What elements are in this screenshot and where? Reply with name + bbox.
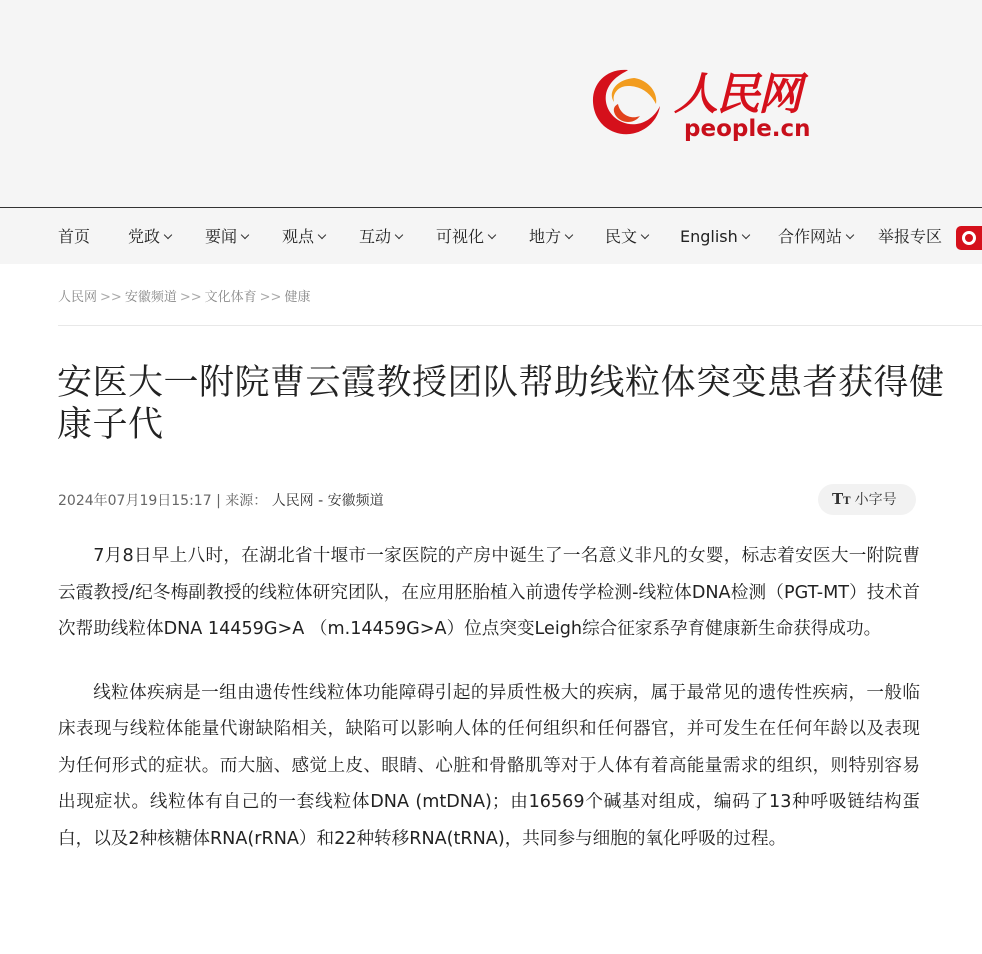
chevron-down-icon [318,231,326,239]
article-body [58,538,920,884]
nav-item-home[interactable]: 首页 [58,227,91,246]
chevron-down-icon [641,231,649,239]
publish-date: 2024年07月19日15:17 [58,493,212,509]
logo-mark-icon [588,64,662,138]
chevron-down-icon [395,231,403,239]
breadcrumb-separator: >> [179,290,202,305]
logo-chinese-text: 人民网 [674,69,800,120]
chevron-down-icon [164,231,172,239]
chevron-down-icon [241,231,249,239]
nav-item-keshihua[interactable]: 可视化 [436,208,495,265]
source-label: 来源： [225,493,268,509]
article-title: 安医大一附院曹云霞教授团队帮助线粒体突变患者获得健康子代 [57,363,945,445]
breadcrumb-separator: >> [100,290,122,305]
article-paragraph: 7月8日早上八时，在湖北省十堰市一家医院的产房中诞生了一名意义非凡的女婴，标志着安医大一附院曹云霞教授/纪冬梅副教授的线粒体研究团队，在应用胚胎植入前遗传学检测-线粒体DNA检测（PGT-MT）技术首次帮助线粒体DNA 14459G>A （m.14459G>A）位点突变Leigh综合征家系孕育健康新生命获得成功。 [58,546,920,639]
main-nav [0,207,982,264]
breadcrumb-link[interactable]: 健康 [284,290,311,305]
chevron-down-icon [565,231,573,239]
font-size-icon: TT [832,490,851,508]
article-meta [58,490,384,510]
breadcrumb-link[interactable]: 人民网 [58,290,98,305]
font-size-toggle-button[interactable] [818,484,916,515]
breadcrumb-separator: >> [259,290,282,305]
meta-separator: | [216,493,226,509]
nav-item-hudong[interactable]: 互动 [359,208,402,265]
site-header [0,0,982,207]
divider [58,325,982,326]
nav-item-yaowen[interactable]: 要闻 [205,208,248,265]
people-app-icon[interactable] [956,226,982,250]
chevron-down-icon [846,231,854,239]
chevron-down-icon [742,231,750,239]
nav-item-english[interactable]: English [680,208,749,265]
nav-item-dangzheng[interactable]: 党政 [128,208,171,265]
site-logo[interactable] [588,62,811,146]
font-size-label: 小字号 [854,492,897,508]
breadcrumb [58,286,310,305]
nav-item-jubao[interactable]: 举报专区 [878,227,943,246]
nav-item-difang[interactable]: 地方 [529,208,572,265]
source-link[interactable]: 人民网 - 安徽频道 [271,493,384,509]
nav-item-guandian[interactable]: 观点 [282,208,325,265]
chevron-down-icon [488,231,496,239]
article-paragraph: 线粒体疾病是一组由遗传性线粒体功能障碍引起的异质性极大的疾病，属于最常见的遗传性疾病，一般临床表现与线粒体能量代谢缺陷相关，缺陷可以影响人体的任何组织和任何器官，并可发生在任何年龄以及表现为任何形式的症状。而大脑、感觉上皮、眼睛、心脏和骨骼肌等对于人体有着高能量需求的组织，则特别容易出现症状。线粒体有自己的一套线粒体DNA (mtDNA)；由16569个碱基对组成，编码了13种呼吸链结构蛋白，以及2种核糖体RNA(rRNA）和22种转移RNA(tRNA)，共同参与细胞的氧化呼吸的过程。 [58,682,920,849]
nav-item-minwen[interactable]: 民文 [605,208,648,265]
breadcrumb-link[interactable]: 安徽频道 [124,290,177,305]
breadcrumb-link[interactable]: 文化体育 [204,290,257,305]
nav-item-hezuo[interactable]: 合作网站 [778,208,853,265]
logo-english-text: people.cn [684,116,811,142]
